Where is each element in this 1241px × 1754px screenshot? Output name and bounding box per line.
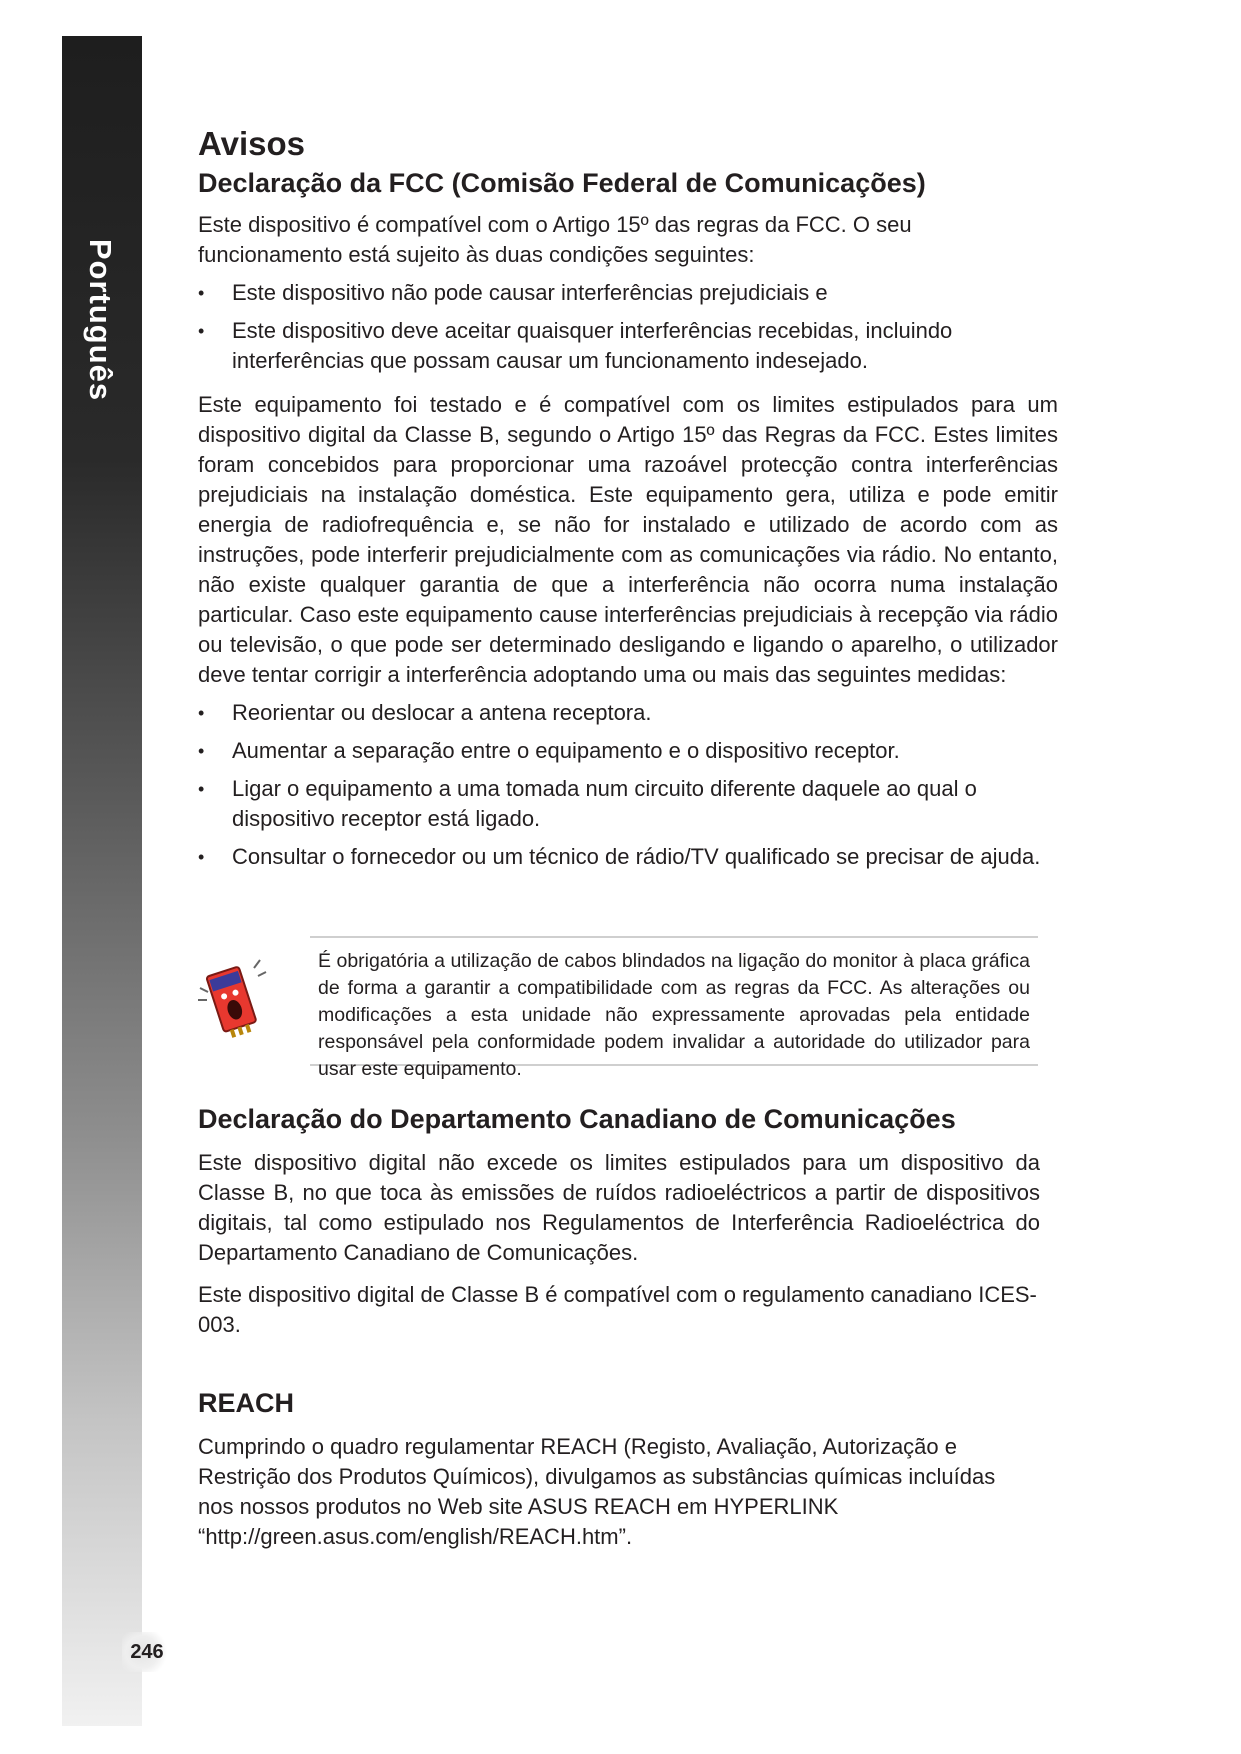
warning-card-icon xyxy=(192,948,272,1048)
canada-compliance: Este dispositivo digital de Classe B é compatível com o regulamento canadiano ICES-003. xyxy=(198,1282,1037,1337)
fcc-measures-list xyxy=(198,698,1058,872)
fcc-conditions-list xyxy=(198,278,1018,376)
reach-body: Cumprindo o quadro regulamentar REACH (Registo, Avaliação, Autorização e Restrição dos Produtos Químicos), divulgamos as substâncias químicas incluídas nos nossos produtos no Web site ASUS REACH em HYPERLINK “http://green.asus.com/english/REACH.htm”. xyxy=(198,1434,996,1549)
language-label: Português xyxy=(83,238,118,402)
list-item: • Ligar o equipamento a uma tomada num circuito diferente daquele ao qual o dispositivo receptor está ligado. xyxy=(198,774,1058,834)
page-number: 246 xyxy=(122,1632,172,1672)
fcc-heading: Declaração da FCC (Comisão Federal de Comunicações) xyxy=(198,168,926,198)
warning-note-text: É obrigatória a utilização de cabos blindados na ligação do monitor à placa gráfica de forma a garantir a compatibilidade com as regras da FCC. As alterações ou modificações a esta unidade não expressamente aprovadas pela entidade responsável pela conformidade podem invalidar a autoridade do utilizador para usar este equipamento. xyxy=(318,950,1030,1080)
page-content xyxy=(198,124,1058,1552)
list-item: • Reorientar ou deslocar a antena receptora. xyxy=(198,698,1058,728)
fcc-body: Este equipamento foi testado e é compatível com os limites estipulados para um dispositivo digital da Classe B, segundo o Artigo 15º das Regras da FCC. Estes limites foram concebidos para proporcionar uma razoável protecção contra interferências prejudiciais na instalação doméstica. Este equipamento gera, utiliza e pode emitir energia de radiofrequência e, se não for instalado e utilizado de acordo com as instruções, pode interferir prejudicialmente com as comunicações via rádio. No entanto, não existe qualquer garantia de que a interferência não ocorra numa instalação particular. Caso este equipamento cause interferências prejudiciais à recepção via rádio ou televisão, o que pode ser determinado desligando e ligando o aparelho, o utilizador deve tentar corrigir a interferência adoptando uma ou mais das seguintes medidas: xyxy=(198,392,1058,687)
canada-body: Este dispositivo digital não excede os limites estipulados para um dispositivo da Classe B, no que toca às emissões de ruídos radioeléctricos a partir de dispositivos digitais, tal como estipulado nos Regulamentos de Interferência Radioeléctrica do Departamento Canadiano de Comunicações. xyxy=(198,1150,1040,1265)
page-title: Avisos xyxy=(198,125,305,162)
fcc-intro: Este dispositivo é compatível com o Artigo 15º das regras da FCC. O seu funcionamento está sujeito às duas condições seguintes: xyxy=(198,212,912,267)
reach-heading: REACH xyxy=(198,1388,295,1418)
list-item: • Este dispositivo não pode causar interferências prejudiciais e xyxy=(198,278,1018,308)
canada-heading: Declaração do Departamento Canadiano de Comunicações xyxy=(198,1104,956,1134)
warning-note-box xyxy=(310,936,1038,1080)
list-item: • Aumentar a separação entre o equipamento e o dispositivo receptor. xyxy=(198,736,1058,766)
list-item: • Consultar o fornecedor ou um técnico de rádio/TV qualificado se precisar de ajuda. xyxy=(198,842,1058,872)
warning-note xyxy=(198,936,1058,1080)
list-item: • Este dispositivo deve aceitar quaisquer interferências recebidas, incluindo interferências que possam causar um funcionamento indesejado. xyxy=(198,316,1018,376)
